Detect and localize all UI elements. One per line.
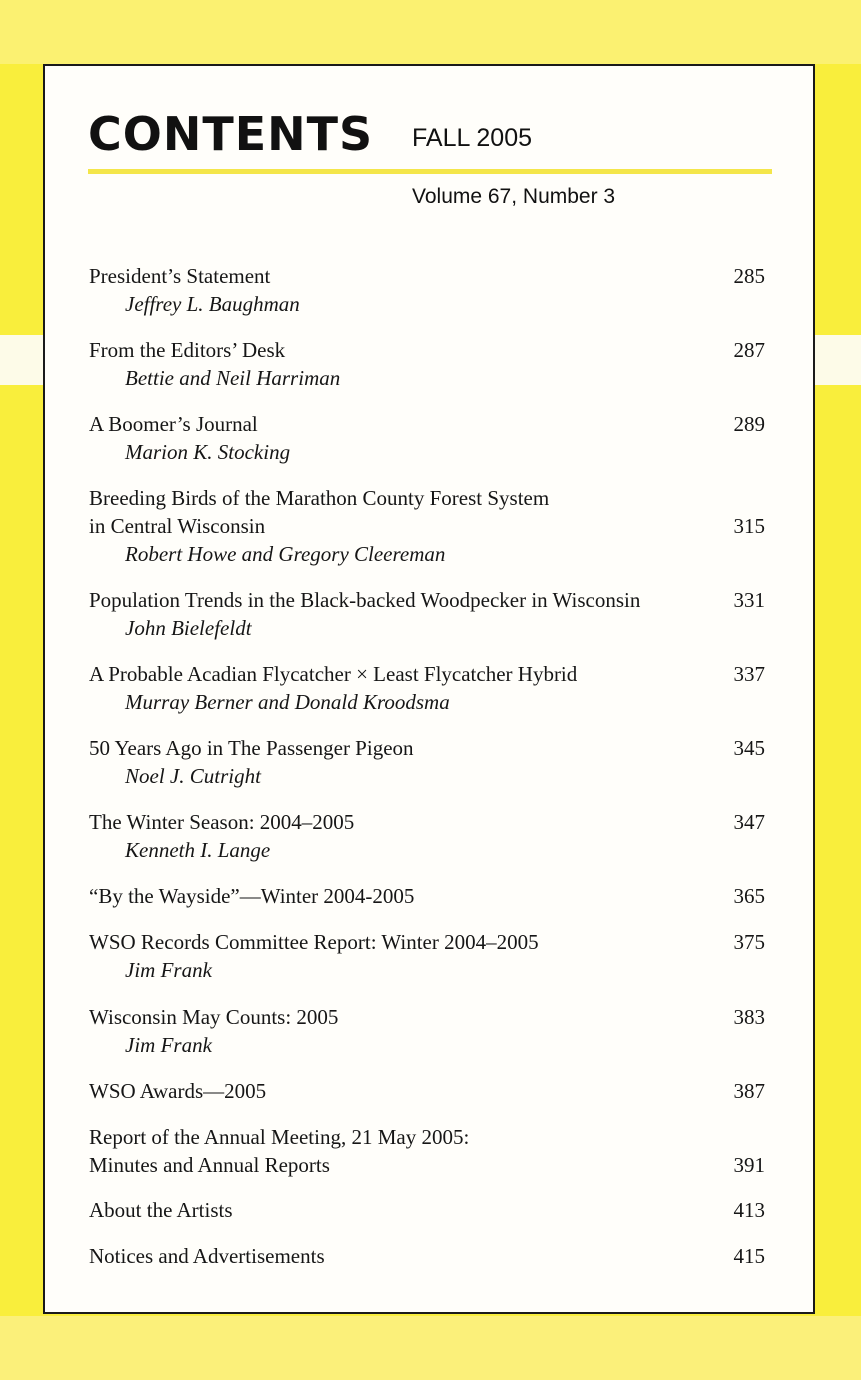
contents-entry[interactable] [89,1123,765,1179]
contents-entry[interactable] [89,734,765,791]
entry-title-block [89,734,765,762]
header-divider [88,169,772,174]
entry-title-block [89,410,765,438]
contents-list [89,262,765,1270]
volume-label: Volume 67, Number 3 [412,185,616,208]
page-title: CONTENTS [88,107,374,161]
issue-label: FALL 2005 [412,124,533,152]
background-band-top [0,0,861,64]
contents-entry[interactable] [89,262,765,319]
contents-entry[interactable] [89,586,765,643]
entry-title: 50 Years Ago in The Passenger Pigeon [89,736,414,760]
contents-entry[interactable] [89,1242,765,1270]
entry-title: About the Artists [89,1198,233,1222]
entry-title-block [89,1077,765,1105]
entry-title: Population Trends in the Black-backed Woodpecker in Wisconsin [89,588,641,612]
entry-title-block [89,262,765,290]
contents-entry[interactable] [89,484,765,569]
entry-author: Jim Frank [125,958,212,982]
entry-title-block [89,1003,765,1031]
entry-title-block [89,1123,765,1179]
contents-entry[interactable] [89,1196,765,1224]
entry-page-number: 331 [733,588,765,612]
entry-title-block [89,336,765,364]
entry-title: From the Editors’ Desk [89,338,286,362]
entry-title: Breeding Birds of the Marathon County Forest System [89,486,550,510]
entry-page-number: 287 [733,338,765,362]
entry-title: Minutes and Annual Reports [89,1153,330,1177]
entry-title: WSO Awards—2005 [89,1079,267,1103]
entry-author: Bettie and Neil Harriman [125,366,341,390]
entry-author: Jim Frank [125,1033,212,1057]
entry-title: Notices and Advertisements [89,1244,325,1268]
entry-author: John Bielefeldt [125,616,252,640]
entry-page-number: 315 [733,514,765,538]
entry-page-number: 347 [733,810,765,834]
entry-page-number: 391 [733,1153,765,1177]
entry-page-number: 383 [733,1005,765,1029]
entry-page-number: 337 [733,662,765,686]
contents-entry[interactable] [89,410,765,467]
entry-page-number: 285 [733,264,765,288]
contents-entry[interactable] [89,660,765,717]
entry-author: Murray Berner and Donald Kroodsma [125,690,450,714]
entry-title-block [89,808,765,836]
entry-title: A Probable Acadian Flycatcher × Least Flycatcher Hybrid [89,662,578,686]
entry-title: A Boomer’s Journal [89,412,258,436]
entry-title-block [89,1196,765,1224]
entry-title-block [89,660,765,688]
entry-author: Jeffrey L. Baughman [125,292,300,316]
entry-title: The Winter Season: 2004–2005 [89,810,355,834]
entry-page-number: 387 [733,1079,765,1103]
entry-page-number: 345 [733,736,765,760]
entry-page-number: 365 [733,884,765,908]
contents-entry[interactable] [89,336,765,393]
contents-entry[interactable] [89,882,765,910]
entry-author: Marion K. Stocking [125,440,291,464]
entry-title-block [89,882,765,910]
entry-author: Robert Howe and Gregory Cleereman [125,542,446,566]
contents-entry[interactable] [89,1003,765,1060]
entry-page-number: 375 [733,930,765,954]
entry-title: in Central Wisconsin [89,514,266,538]
entry-page-number: 413 [733,1198,765,1222]
contents-entry[interactable] [89,808,765,865]
entry-title-block [89,586,765,614]
entry-page-number: 415 [733,1244,765,1268]
entry-title-block [89,484,765,540]
entry-title: President’s Statement [89,264,271,288]
contents-entry[interactable] [89,1077,765,1105]
entry-author: Kenneth I. Lange [125,838,271,862]
entry-title: Report of the Annual Meeting, 21 May 2005: [89,1125,470,1149]
background-band-bottom [0,1316,861,1380]
entry-title-block [89,1242,765,1270]
entry-page-number: 289 [733,412,765,436]
entry-title: Wisconsin May Counts: 2005 [89,1005,339,1029]
entry-title-block [89,928,765,956]
contents-entry[interactable] [89,928,765,985]
entry-author: Noel J. Cutright [125,764,261,788]
entry-title: “By the Wayside”—Winter 2004-2005 [89,884,415,908]
entry-title: WSO Records Committee Report: Winter 2004–2005 [89,930,539,954]
